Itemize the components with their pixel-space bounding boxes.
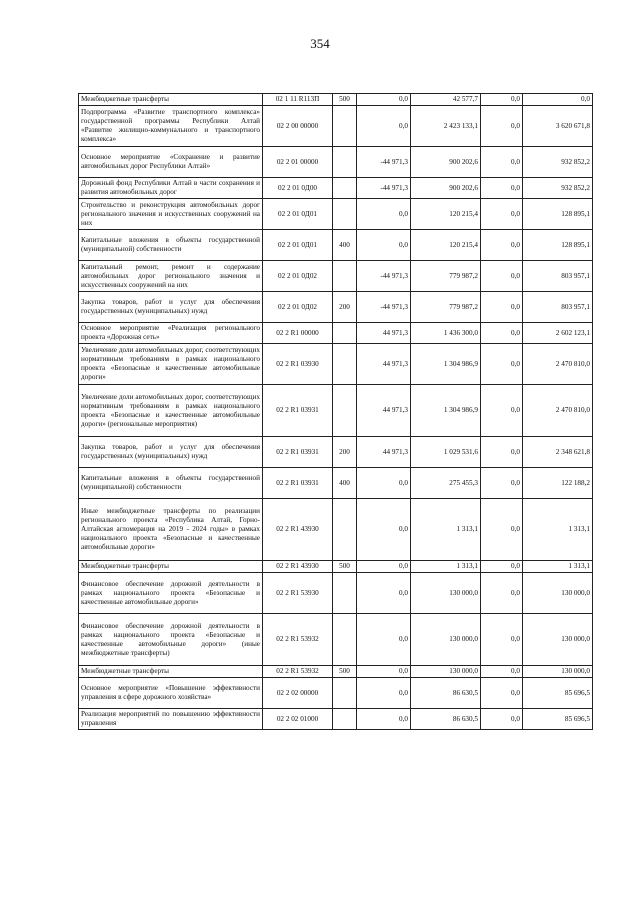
row-expense-type: 200 — [333, 437, 357, 468]
row-name: Дорожный фонд Республики Алтай в части сохранения и развития автомобильных дорог — [79, 178, 263, 199]
row-change: -44 971,3 — [357, 261, 411, 292]
row-expense-type — [333, 261, 357, 292]
row-code: 02 2 02 00000 — [263, 678, 333, 709]
row-name: Иные межбюджетные трансферты по реализации регионального проекта «Республика Алтай, Горно-Алтайская агломерация на 2019 - 2024 годы» в рамках национального проекта «Безопасные и качественные автомобильные дороги» — [79, 499, 263, 561]
row-change-second: 0,0 — [481, 573, 523, 614]
row-amount-first: 1 313,1 — [411, 561, 481, 573]
row-change-second: 0,0 — [481, 678, 523, 709]
row-expense-type — [333, 147, 357, 178]
row-amount-second: 1 313,1 — [523, 499, 593, 561]
row-expense-type — [333, 499, 357, 561]
row-change-second: 0,0 — [481, 561, 523, 573]
row-amount-first: 900 202,6 — [411, 147, 481, 178]
row-change: 0,0 — [357, 709, 411, 730]
row-amount-second: 932 852,2 — [523, 178, 593, 199]
row-amount-second: 3 620 671,8 — [523, 106, 593, 147]
row-expense-type: 500 — [333, 561, 357, 573]
table-row — [79, 94, 593, 106]
row-change: 0,0 — [357, 230, 411, 261]
row-amount-second: 932 852,2 — [523, 147, 593, 178]
row-change: 0,0 — [357, 499, 411, 561]
row-change-second: 0,0 — [481, 106, 523, 147]
row-code: 02 2 R1 53932 — [263, 666, 333, 678]
row-name: Подпрограмма «Развитие транспортного комплекса» государственной программы Республики Алтай «Развитие жилищно-коммунального и транспортного комплекса» — [79, 106, 263, 147]
row-amount-first: 2 423 133,1 — [411, 106, 481, 147]
table-row — [79, 468, 593, 499]
row-expense-type — [333, 678, 357, 709]
row-amount-second: 85 696,5 — [523, 678, 593, 709]
row-amount-second: 2 348 621,8 — [523, 437, 593, 468]
row-amount-first: 1 313,1 — [411, 499, 481, 561]
row-amount-first: 1 304 986,9 — [411, 344, 481, 385]
table-row — [79, 292, 593, 323]
row-change: 0,0 — [357, 666, 411, 678]
row-amount-first: 42 577,7 — [411, 94, 481, 106]
row-amount-first: 120 215,4 — [411, 230, 481, 261]
row-change: 0,0 — [357, 199, 411, 230]
row-name: Капитальный ремонт, ремонт и содержание автомобильных дорог регионального значения и искусственных сооружений на них — [79, 261, 263, 292]
row-change-second: 0,0 — [481, 292, 523, 323]
page-number: 354 — [310, 36, 330, 51]
row-change-second: 0,0 — [481, 666, 523, 678]
row-amount-second: 0,0 — [523, 94, 593, 106]
row-amount-second: 2 470 810,0 — [523, 344, 593, 385]
row-name: Межбюджетные трансферты — [79, 94, 263, 106]
row-name: Финансовое обеспечение дорожной деятельности в рамках национального проекта «Безопасные и качественные автомобильные дороги» — [79, 573, 263, 614]
row-change-second: 0,0 — [481, 709, 523, 730]
row-amount-first: 779 987,2 — [411, 261, 481, 292]
row-change: 44 971,3 — [357, 437, 411, 468]
row-amount-first: 130 000,0 — [411, 573, 481, 614]
row-code: 02 2 R1 03930 — [263, 344, 333, 385]
row-amount-first: 275 455,3 — [411, 468, 481, 499]
table-row — [79, 709, 593, 730]
row-change: -44 971,3 — [357, 178, 411, 199]
row-change: 44 971,3 — [357, 323, 411, 344]
row-change: -44 971,3 — [357, 147, 411, 178]
row-expense-type: 400 — [333, 468, 357, 499]
row-name: Капитальные вложения в объекты государственной (муниципальной) собственности — [79, 230, 263, 261]
table-body — [79, 94, 593, 730]
table-row — [79, 678, 593, 709]
row-name: Закупка товаров, работ и услуг для обеспечения государственных (муниципальных) нужд — [79, 437, 263, 468]
row-code: 02 2 02 01000 — [263, 709, 333, 730]
row-amount-first: 779 987,2 — [411, 292, 481, 323]
table-row — [79, 344, 593, 385]
row-amount-second: 128 895,1 — [523, 199, 593, 230]
row-expense-type — [333, 344, 357, 385]
row-change-second: 0,0 — [481, 614, 523, 666]
row-amount-first: 130 000,0 — [411, 614, 481, 666]
row-expense-type: 200 — [333, 292, 357, 323]
row-expense-type — [333, 199, 357, 230]
row-amount-second: 2 602 123,1 — [523, 323, 593, 344]
table-row — [79, 561, 593, 573]
row-amount-first: 86 630,5 — [411, 678, 481, 709]
row-code: 02 2 R1 53932 — [263, 614, 333, 666]
row-change-second: 0,0 — [481, 437, 523, 468]
row-change: 0,0 — [357, 614, 411, 666]
row-name: Основное мероприятие «Повышение эффективности управления в сфере дорожного хозяйства» — [79, 678, 263, 709]
row-code: 02 2 R1 43930 — [263, 561, 333, 573]
table-row — [79, 499, 593, 561]
row-amount-second: 85 696,5 — [523, 709, 593, 730]
row-code: 02 2 01 0Д01 — [263, 199, 333, 230]
row-amount-first: 130 000,0 — [411, 666, 481, 678]
row-name: Строительство и реконструкция автомобильных дорог регионального значения и искусственных сооружений на них — [79, 199, 263, 230]
row-change: 0,0 — [357, 573, 411, 614]
row-amount-first: 86 630,5 — [411, 709, 481, 730]
row-change: 0,0 — [357, 678, 411, 709]
row-expense-type — [333, 573, 357, 614]
row-expense-type: 500 — [333, 666, 357, 678]
table-row — [79, 385, 593, 437]
row-name: Финансовое обеспечение дорожной деятельности в рамках национального проекта «Безопасные и качественные автомобильные дороги» (иные межбюджетные трансферты) — [79, 614, 263, 666]
row-name: Основное мероприятие «Реализация регионального проекта «Дорожная сеть» — [79, 323, 263, 344]
row-amount-second: 128 895,1 — [523, 230, 593, 261]
table-row — [79, 573, 593, 614]
row-expense-type: 400 — [333, 230, 357, 261]
row-name: Межбюджетные трансферты — [79, 561, 263, 573]
table-row — [79, 261, 593, 292]
table-row — [79, 178, 593, 199]
row-expense-type — [333, 178, 357, 199]
row-expense-type — [333, 323, 357, 344]
row-amount-second: 803 957,1 — [523, 261, 593, 292]
row-amount-second: 2 470 810,0 — [523, 385, 593, 437]
row-name: Увеличение доли автомобильных дорог, соответствующих нормативным требованиям в рамках национального проекта «Безопасные и качественные автомобильные дороги» — [79, 344, 263, 385]
table-row — [79, 106, 593, 147]
row-expense-type — [333, 709, 357, 730]
table-row — [79, 323, 593, 344]
row-amount-first: 900 202,6 — [411, 178, 481, 199]
row-name: Закупка товаров, работ и услуг для обеспечения государственных (муниципальных) нужд — [79, 292, 263, 323]
row-amount-first: 1 029 531,6 — [411, 437, 481, 468]
row-amount-second: 130 000,0 — [523, 614, 593, 666]
table-row — [79, 666, 593, 678]
row-change-second: 0,0 — [481, 344, 523, 385]
row-change: 0,0 — [357, 94, 411, 106]
table-row — [79, 199, 593, 230]
row-change-second: 0,0 — [481, 147, 523, 178]
table-row — [79, 437, 593, 468]
row-code: 02 2 R1 00000 — [263, 323, 333, 344]
row-name: Увеличение доли автомобильных дорог, соответствующих нормативным требованиям в рамках национального проекта «Безопасные и качественные автомобильные дороги» (региональные мероприятия) — [79, 385, 263, 437]
row-change: 44 971,3 — [357, 344, 411, 385]
row-amount-second: 130 000,0 — [523, 573, 593, 614]
row-change-second: 0,0 — [481, 94, 523, 106]
row-change-second: 0,0 — [481, 323, 523, 344]
row-amount-first: 120 215,4 — [411, 199, 481, 230]
row-code: 02 2 01 0Д00 — [263, 178, 333, 199]
table-row — [79, 230, 593, 261]
row-change: 0,0 — [357, 561, 411, 573]
row-change-second: 0,0 — [481, 178, 523, 199]
row-change-second: 0,0 — [481, 199, 523, 230]
row-code: 02 2 R1 03931 — [263, 385, 333, 437]
row-change: 0,0 — [357, 106, 411, 147]
row-amount-second: 130 000,0 — [523, 666, 593, 678]
row-change: 44 971,3 — [357, 385, 411, 437]
row-code: 02 2 R1 03931 — [263, 437, 333, 468]
row-expense-type — [333, 614, 357, 666]
row-change: 0,0 — [357, 468, 411, 499]
row-code: 02 2 R1 03931 — [263, 468, 333, 499]
budget-table — [78, 93, 593, 730]
row-name: Капитальные вложения в объекты государственной (муниципальной) собственности — [79, 468, 263, 499]
row-change-second: 0,0 — [481, 230, 523, 261]
row-code: 02 2 00 00000 — [263, 106, 333, 147]
row-name: Реализация мероприятий по повышению эффективности управления — [79, 709, 263, 730]
row-code: 02 2 01 0Д01 — [263, 230, 333, 261]
row-expense-type — [333, 385, 357, 437]
row-code: 02 2 R1 53930 — [263, 573, 333, 614]
row-amount-first: 1 436 300,0 — [411, 323, 481, 344]
table-row — [79, 614, 593, 666]
row-code: 02 2 01 0Д02 — [263, 292, 333, 323]
row-name: Основное мероприятие «Сохранение и развитие автомобильных дорог Республики Алтай» — [79, 147, 263, 178]
row-amount-second: 803 957,1 — [523, 292, 593, 323]
row-amount-second: 1 313,1 — [523, 561, 593, 573]
row-expense-type — [333, 106, 357, 147]
row-amount-first: 1 304 986,9 — [411, 385, 481, 437]
row-change-second: 0,0 — [481, 261, 523, 292]
row-code: 02 2 01 00000 — [263, 147, 333, 178]
row-expense-type: 500 — [333, 94, 357, 106]
row-code: 02 2 01 0Д02 — [263, 261, 333, 292]
row-code: 02 2 R1 43930 — [263, 499, 333, 561]
row-name: Межбюджетные трансферты — [79, 666, 263, 678]
row-change-second: 0,0 — [481, 468, 523, 499]
row-amount-second: 122 188,2 — [523, 468, 593, 499]
row-change-second: 0,0 — [481, 499, 523, 561]
table-row — [79, 147, 593, 178]
row-code: 02 1 11 R113П — [263, 94, 333, 106]
row-change-second: 0,0 — [481, 385, 523, 437]
row-change: -44 971,3 — [357, 292, 411, 323]
